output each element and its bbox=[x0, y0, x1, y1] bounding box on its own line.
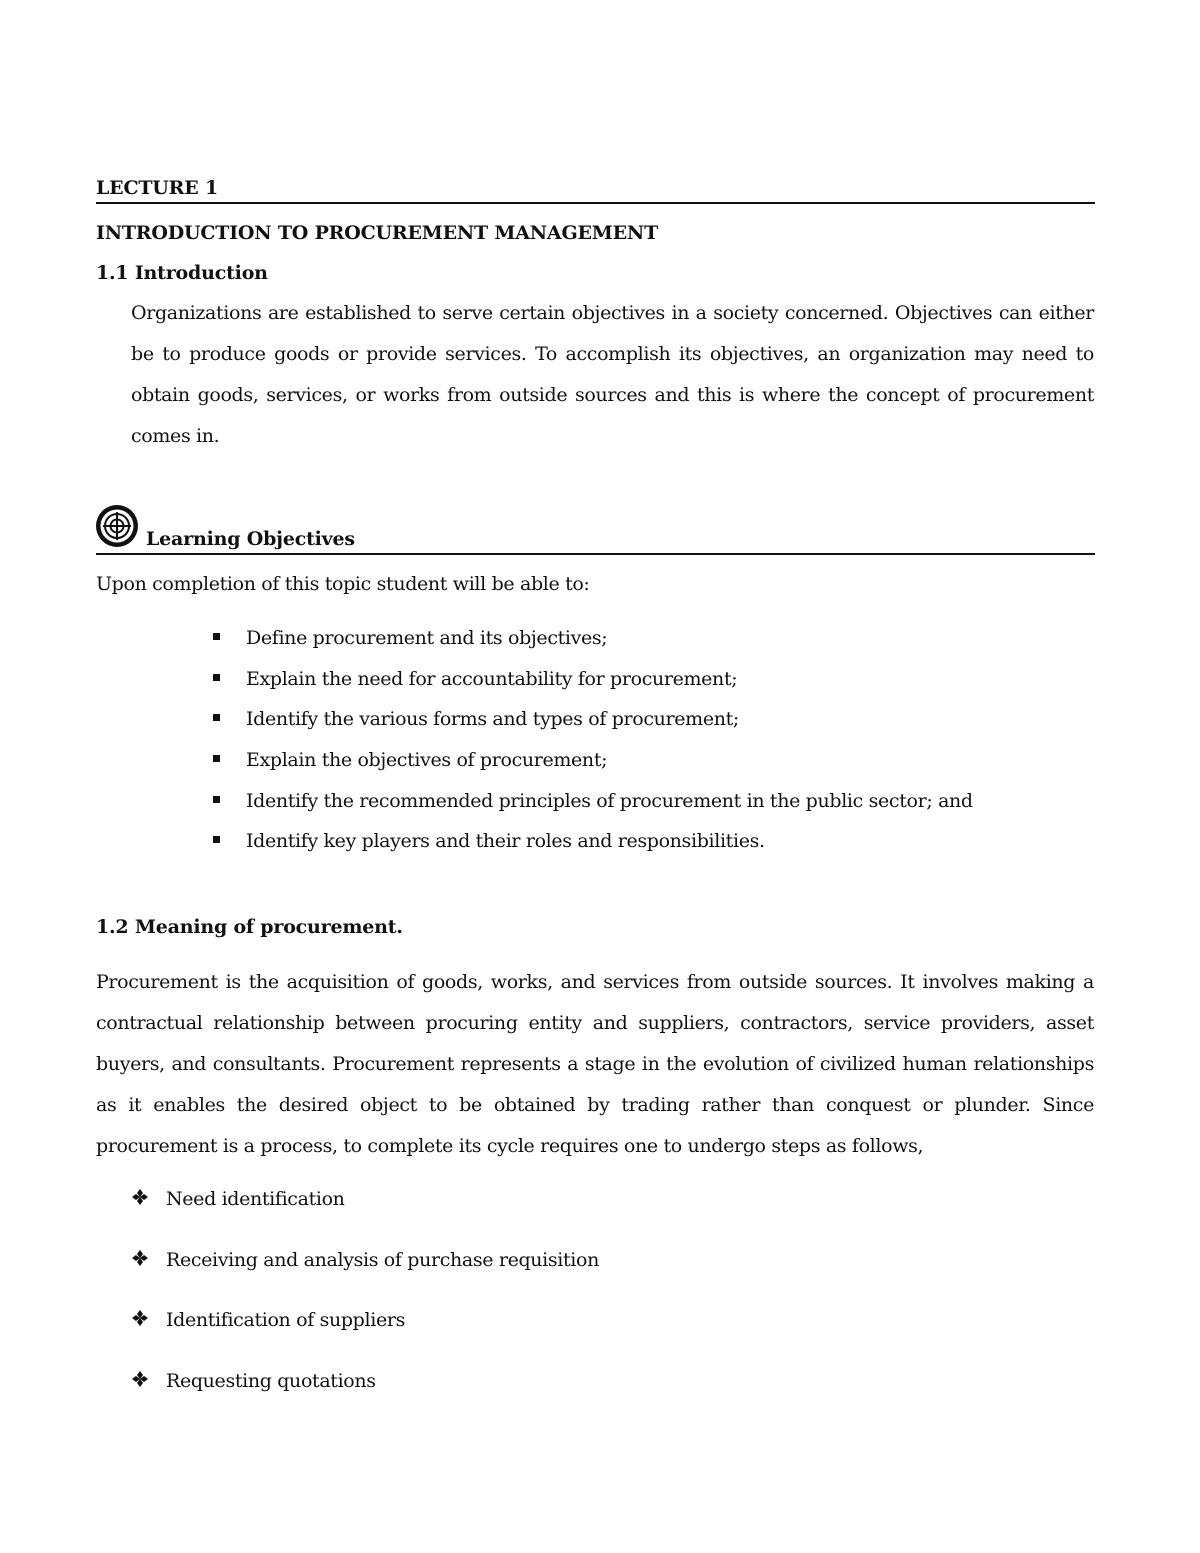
list-item: Receiving and analysis of purchase requisition bbox=[131, 1248, 599, 1309]
list-item: Explain the objectives of procurement; bbox=[210, 748, 973, 789]
square-bullet-icon bbox=[213, 755, 220, 762]
square-bullet-icon bbox=[213, 836, 220, 843]
square-bullet-icon bbox=[213, 714, 220, 721]
list-item: Identify key players and their roles and responsibilities. bbox=[210, 829, 973, 870]
list-item: Identification of suppliers bbox=[131, 1308, 599, 1369]
list-item: Need identification bbox=[131, 1187, 599, 1248]
meaning-paragraph: Procurement is the acquisition of goods, works, and services from outside sources. It involves making a contractual relationship between procuring entity and suppliers, contractors, service providers, asset buyers, and consultants. Procurement represents a stage in the evolution of civilized human relationships as it enables the desired object to be obtained by trading rather than conquest or plunder. Since procurement is a process, to complete its cycle requires one to undergo steps as follows, bbox=[96, 971, 1094, 1157]
list-item: Identify the recommended principles of procurement in the public sector; and bbox=[210, 789, 973, 830]
list-item: Explain the need for accountability for procurement; bbox=[210, 667, 973, 708]
document-title: INTRODUCTION TO PROCUREMENT MANAGEMENT bbox=[96, 222, 659, 244]
target-icon bbox=[94, 503, 140, 549]
list-item: Define procurement and its objectives; bbox=[210, 626, 973, 667]
intro-heading: 1.1 Introduction bbox=[96, 262, 268, 284]
list-item: Identify the various forms and types of procurement; bbox=[210, 707, 973, 748]
meaning-heading: 1.2 Meaning of procurement. bbox=[96, 916, 403, 938]
square-bullet-icon bbox=[213, 796, 220, 803]
diamond-bullet-icon bbox=[131, 1249, 149, 1267]
square-bullet-icon bbox=[213, 633, 220, 640]
learning-objectives-rule bbox=[96, 553, 1095, 555]
lecture-rule bbox=[96, 202, 1095, 204]
learning-objectives-lead: Upon completion of this topic student will be able to: bbox=[96, 573, 590, 595]
lecture-label: LECTURE 1 bbox=[96, 177, 218, 199]
diamond-bullet-icon bbox=[131, 1188, 149, 1206]
learning-objectives-list bbox=[210, 626, 973, 870]
procurement-steps-list bbox=[131, 1187, 599, 1430]
diamond-bullet-icon bbox=[131, 1309, 149, 1327]
learning-objectives-heading: Learning Objectives bbox=[146, 528, 355, 550]
intro-paragraph: Organizations are established to serve certain objectives in a society concerned. Objectives can either be to produce goods or provide services. To accomplish its objectives, an organization may need to obtain goods, services, or works from outside sources and this is where the concept of procurement comes in. bbox=[131, 302, 1094, 447]
list-item: Requesting quotations bbox=[131, 1369, 599, 1430]
square-bullet-icon bbox=[213, 674, 220, 681]
diamond-bullet-icon bbox=[131, 1370, 149, 1388]
